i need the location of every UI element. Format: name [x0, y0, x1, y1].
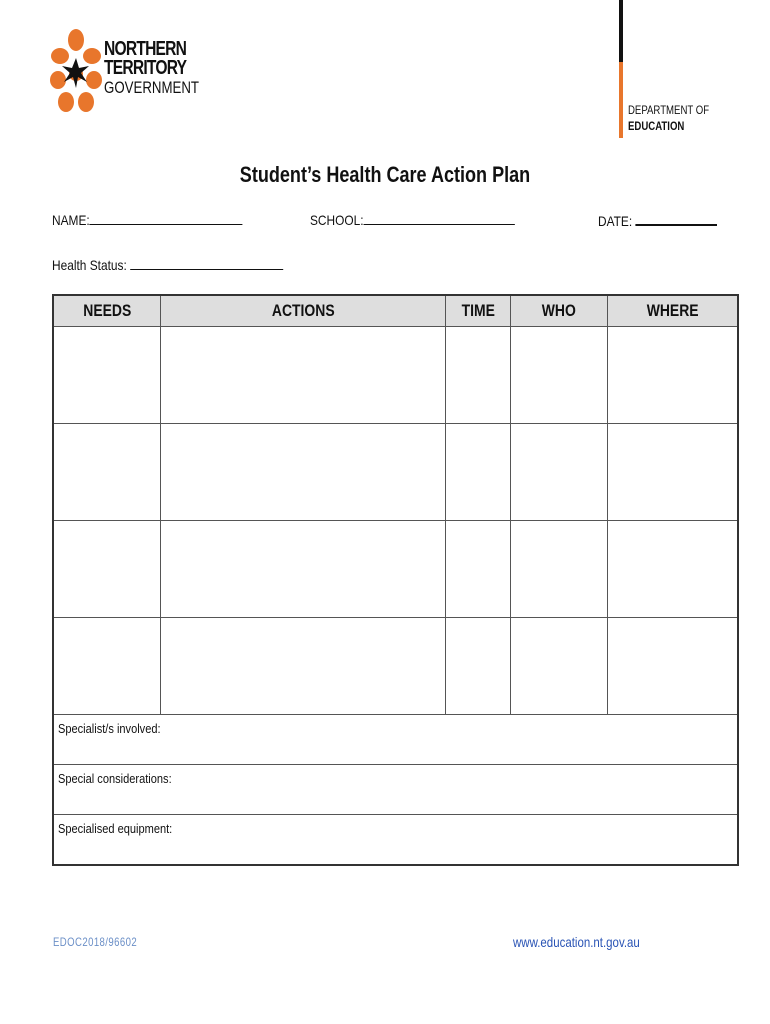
school-field[interactable]: [310, 211, 515, 228]
actions-cell[interactable]: [161, 424, 446, 521]
logo-wordmark: [104, 40, 199, 97]
column-header-time: TIME: [446, 295, 511, 327]
department-line-2: EDUCATION: [628, 119, 685, 133]
column-header-who: WHO: [511, 295, 608, 327]
logo-line-territory: TERRITORY: [104, 57, 187, 79]
date-label: DATE:: [598, 213, 633, 229]
note-row-equipment: [53, 815, 738, 866]
who-cell[interactable]: [511, 327, 608, 424]
school-label: SCHOOL:: [310, 212, 364, 228]
actions-cell[interactable]: [161, 618, 446, 715]
divider-bar-accent: [619, 62, 623, 138]
special-considerations-label: Special considerations:: [58, 771, 172, 786]
actions-cell[interactable]: [161, 521, 446, 618]
department-label: [628, 102, 709, 134]
column-header-needs: NEEDS: [53, 295, 161, 327]
table-header-row: [53, 295, 738, 327]
time-cell[interactable]: [446, 424, 511, 521]
table-row: [53, 521, 738, 618]
actions-cell[interactable]: [161, 327, 446, 424]
department-line-1: DEPARTMENT OF: [628, 103, 710, 117]
specialists-involved-field[interactable]: [53, 715, 738, 765]
health-status-input-line[interactable]: [130, 256, 283, 270]
who-cell[interactable]: [511, 424, 608, 521]
where-cell[interactable]: [607, 424, 738, 521]
who-cell[interactable]: [511, 521, 608, 618]
health-status-label: Health Status:: [52, 257, 127, 273]
website-link[interactable]: www.education.nt.gov.au: [513, 934, 640, 950]
nt-government-logo: [50, 28, 200, 120]
action-plan-table: [52, 294, 739, 866]
flower-emblem-icon: [50, 28, 102, 120]
needs-cell[interactable]: [53, 327, 161, 424]
document-id: EDOC2018/96602: [53, 935, 138, 949]
name-label: NAME:: [52, 212, 90, 228]
table-row: [53, 618, 738, 715]
special-considerations-field[interactable]: [53, 765, 738, 815]
who-cell[interactable]: [511, 618, 608, 715]
date-input-line[interactable]: [635, 211, 717, 226]
time-cell[interactable]: [446, 327, 511, 424]
date-field[interactable]: [598, 211, 717, 229]
page-title: Student’s Health Care Action Plan: [239, 162, 531, 187]
needs-cell[interactable]: [53, 424, 161, 521]
divider-bar: [619, 0, 623, 62]
logo-line-government: GOVERNMENT: [104, 78, 200, 97]
specialised-equipment-label: Specialised equipment:: [58, 821, 173, 836]
needs-cell[interactable]: [53, 521, 161, 618]
note-row-specialists: [53, 715, 738, 765]
name-field[interactable]: [52, 211, 243, 228]
logo-line-northern: NORTHERN: [104, 38, 187, 60]
school-input-line[interactable]: [364, 211, 515, 225]
name-input-line[interactable]: [90, 211, 243, 225]
specialists-involved-label: Specialist/s involved:: [58, 721, 161, 736]
table-row: [53, 424, 738, 521]
where-cell[interactable]: [607, 618, 738, 715]
where-cell[interactable]: [607, 521, 738, 618]
column-header-where: WHERE: [607, 295, 738, 327]
specialised-equipment-field[interactable]: [53, 815, 738, 866]
table-row: [53, 327, 738, 424]
column-header-actions: ACTIONS: [161, 295, 446, 327]
health-status-field[interactable]: [52, 256, 283, 273]
where-cell[interactable]: [607, 327, 738, 424]
time-cell[interactable]: [446, 521, 511, 618]
needs-cell[interactable]: [53, 618, 161, 715]
time-cell[interactable]: [446, 618, 511, 715]
note-row-considerations: [53, 765, 738, 815]
